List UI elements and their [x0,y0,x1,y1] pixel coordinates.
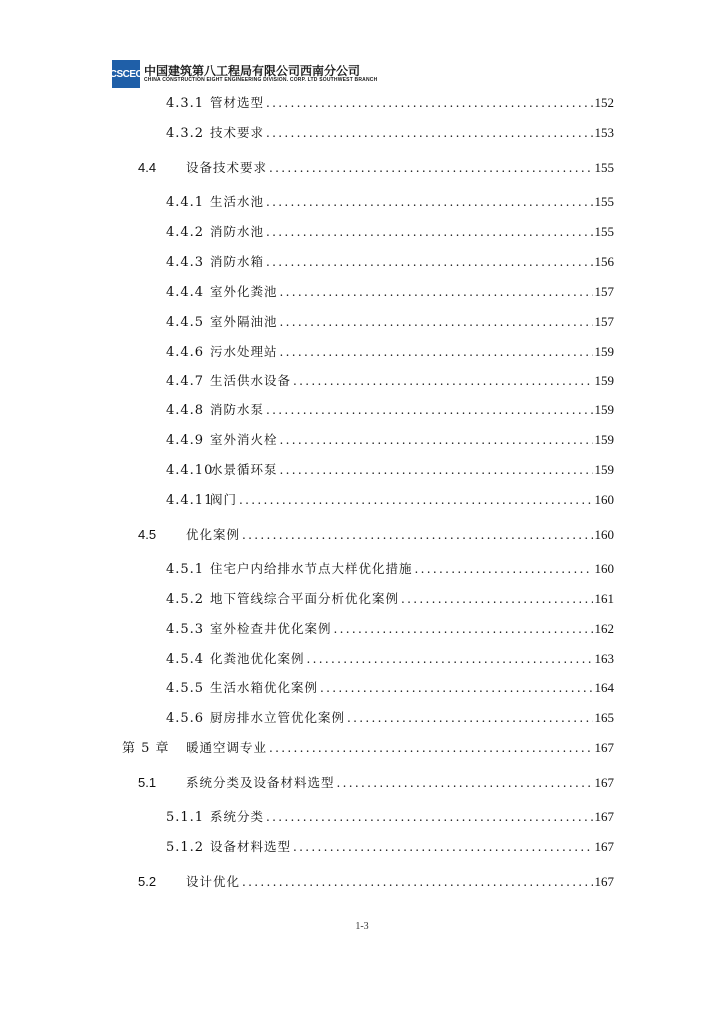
toc-leader [242,873,592,891]
toc-page: 160 [594,527,614,542]
toc-entry-5-1-1[interactable] [166,808,614,826]
toc-title: 技术要求 [210,125,265,140]
toc-leader [293,838,592,856]
company-logo [109,60,143,88]
toc-title: 消防水箱 [210,254,265,269]
toc-page: 159 [594,402,614,417]
toc-number: 4.4.11 [166,493,214,508]
toc-number: 4.3.2 [166,126,205,141]
toc-entry-4-4-9[interactable] [166,431,614,449]
toc-entry-4-5-5[interactable] [166,679,614,697]
toc-leader [242,526,592,544]
toc-number: 4.4.10 [166,463,214,478]
toc-number: 4.4.8 [166,403,205,418]
toc-page: 155 [594,160,614,175]
toc-entry-chapter-5[interactable] [122,739,614,757]
toc-leader [293,372,592,390]
toc-number: 4.4.4 [166,285,205,300]
toc-title: 室外隔油池 [210,314,278,329]
toc-page: 159 [594,344,614,359]
toc-leader [266,124,592,142]
toc-entry-4-3-1[interactable] [166,94,614,112]
toc-entry-5-1[interactable] [138,774,614,792]
toc-title: 生活供水设备 [210,373,292,388]
toc-entry-4-4-2[interactable] [166,223,614,241]
toc-leader [280,313,593,331]
toc-entry-4-4-4[interactable] [166,283,614,301]
toc-title: 系统分类 [210,809,265,824]
toc-leader [266,223,592,241]
toc-number: 5.1 [138,775,157,790]
toc-leader [280,461,593,479]
toc-page: 160 [594,492,614,507]
toc-number: 4.5.3 [166,622,205,637]
toc-page: 156 [594,254,614,269]
toc-title: 污水处理站 [210,344,278,359]
toc-entry-4-5[interactable] [138,526,614,544]
toc-leader [307,650,593,668]
toc-title: 水景循环泵 [210,462,278,477]
toc-number: 5.2 [138,874,157,889]
toc-page: 167 [594,775,614,790]
toc-title: 消防水池 [210,224,265,239]
toc-leader [269,739,592,757]
toc-page: 161 [594,591,614,606]
toc-page: 153 [594,125,614,140]
toc-entry-4-4-5[interactable] [166,313,614,331]
toc-leader [415,560,593,578]
company-name-cn: 中国建筑第八工程局有限公司西南分公司 [144,64,361,78]
toc-entry-4-4-10[interactable] [166,461,614,479]
toc-page: 167 [594,809,614,824]
toc-entry-4-4-3[interactable] [166,253,614,271]
toc-number: 4.5.4 [166,652,205,667]
toc-title: 设计优化 [186,874,241,889]
toc-leader [266,94,592,112]
toc-page: 155 [594,224,614,239]
toc-title: 室外消火栓 [210,432,278,447]
toc-number: 4.5 [138,527,157,542]
toc-page: 152 [594,95,614,110]
toc-page: 163 [594,651,614,666]
toc-page: 164 [594,680,614,695]
toc-title: 室外化粪池 [210,284,278,299]
toc-leader [280,343,593,361]
toc-entry-4-5-6[interactable] [166,709,614,727]
toc-number: 4.4.1 [166,195,205,210]
toc-entry-4-5-2[interactable] [166,590,614,608]
toc-number: 4.4 [138,160,157,175]
toc-title: 住宅户内给排水节点大样优化措施 [210,561,413,576]
toc-leader [337,774,593,792]
toc-entry-4-4-8[interactable] [166,401,614,419]
toc-entry-4-3-2[interactable] [166,124,614,142]
toc-page: 159 [594,462,614,477]
toc-entry-4-5-1[interactable] [166,560,614,578]
toc-number: 4.4.6 [166,345,205,360]
toc-title: 设备技术要求 [186,160,268,175]
toc-entry-5-1-2[interactable] [166,838,614,856]
toc-title: 消防水泵 [210,402,265,417]
toc-leader [280,283,593,301]
toc-entry-4-4-1[interactable] [166,193,614,211]
logo-mark: CSCEC [109,68,143,80]
toc-leader [334,620,593,638]
toc-title: 阀门 [210,492,238,507]
toc-number: 4.5.1 [166,562,205,577]
toc-number: 4.4.9 [166,433,205,448]
toc-title: 室外检查井优化案例 [210,621,332,636]
toc-leader [269,159,592,177]
toc-page: 167 [594,874,614,889]
toc-page: 157 [594,314,614,329]
toc-number: 4.4.3 [166,255,205,270]
toc-entry-5-2[interactable] [138,873,614,891]
page-number: 1-3 [355,921,369,932]
toc-page: 167 [594,740,614,755]
toc-leader [266,193,592,211]
toc-title: 系统分类及设备材料选型 [186,775,335,790]
toc-title: 生活水箱优化案例 [210,680,319,695]
toc-page: 167 [594,839,614,854]
toc-title: 优化案例 [186,527,241,542]
toc-number: 4.4.2 [166,225,205,240]
toc-leader [266,253,592,271]
toc-page: 159 [594,373,614,388]
toc-entry-4-4-11[interactable] [166,491,614,509]
toc-title: 生活水池 [210,194,265,209]
toc-title: 暖通空调专业 [186,740,268,755]
toc-entry-4-5-3[interactable] [166,620,614,638]
toc-leader [347,709,592,727]
toc-page: 165 [594,710,614,725]
toc-entry-4-5-4[interactable] [166,650,614,668]
toc-number: 4.5.6 [166,711,205,726]
toc-number: 5.1.2 [166,840,205,855]
company-name-en: CHINA CONSTRUCTION EIGHT ENGINEERING DIVISION. CORP. LTD SOUTHWEST BRANCH [144,77,378,83]
toc-title: 化粪池优化案例 [210,651,305,666]
toc-page: 157 [594,284,614,299]
toc-page: 160 [594,561,614,576]
toc-leader [266,401,592,419]
toc-number: 4.5.5 [166,681,205,696]
toc-number: 4.4.5 [166,315,205,330]
toc-number: 4.5.2 [166,592,205,607]
toc-title: 管材选型 [210,95,265,110]
toc-title: 设备材料选型 [210,839,292,854]
toc-entry-4-4-6[interactable] [166,343,614,361]
toc-leader [266,808,592,826]
toc-leader [401,590,592,608]
toc-page: 155 [594,194,614,209]
toc-entry-4-4-7[interactable] [166,372,614,390]
toc-page: 162 [594,621,614,636]
toc-leader [280,431,593,449]
toc-leader [320,679,592,697]
toc-leader [239,491,592,509]
toc-title: 厨房排水立管优化案例 [210,710,346,725]
toc-number: 5.1.1 [166,810,205,825]
toc-page: 159 [594,432,614,447]
toc-number: 第 5 章 [122,741,170,756]
toc-title: 地下管线综合平面分析优化案例 [210,591,400,606]
toc-number: 4.3.1 [166,96,205,111]
toc-number: 4.4.7 [166,374,205,389]
toc-entry-4-4[interactable] [138,159,614,177]
